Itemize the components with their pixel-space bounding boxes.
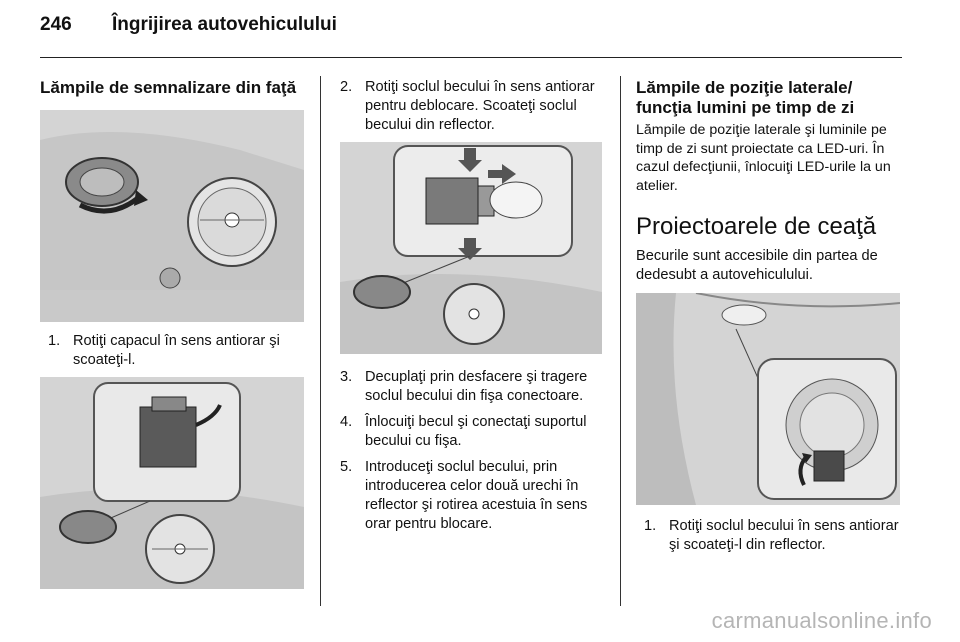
page-header — [40, 14, 337, 36]
illustration-fog-light — [636, 293, 900, 505]
step-text: Decuplaţi prin desfacere şi tragere soclul becului din fişa conectoare. — [365, 369, 588, 404]
section-heading-turn-signals: Lămpile de semnalizare din faţă — [40, 78, 297, 97]
paragraph-side-lights: Lămpile de poziţie laterale şi luminile pe timp de zi sunt proiectate ca LED-uri. În cazul defecţiunii, înlocuiţi LED-urile la un atelier. — [636, 122, 891, 194]
illustration-bulb-socket-access — [40, 377, 304, 589]
header-rule — [40, 57, 902, 58]
column-3 — [636, 66, 902, 562]
step-text: Rotiţi capacul în sens antiorar şi scoateţi-l. — [73, 332, 280, 368]
list-item — [340, 78, 602, 135]
list-item — [340, 458, 602, 534]
illustration-headlamp-cover — [40, 110, 304, 322]
illustration-bulb-holder — [340, 142, 602, 354]
list-item — [644, 517, 902, 555]
page-number: 246 — [40, 14, 72, 35]
list-item — [340, 368, 602, 406]
column-1 — [40, 66, 304, 589]
step-text: Înlocuiţi becul şi conectaţi suportul becului cu fişa. — [365, 414, 587, 449]
column-2 — [340, 78, 602, 541]
step-text: Rotiţi soclul becului în sens antiorar şi scoateţi-l din reflector. — [669, 517, 899, 553]
page-title: Îngrijirea autovehiculului — [112, 14, 337, 35]
step-text: Rotiţi soclul becului în sens antiorar pentru deblocare. Scoateţi soclul becului din reflector. — [365, 79, 595, 133]
column-divider-1 — [320, 76, 321, 606]
step-number: 4. — [340, 414, 353, 430]
step-number: 3. — [340, 369, 353, 385]
watermark: carmanualsonline.info — [711, 608, 932, 633]
paragraph-fog-lights: Becurile sunt accesibile din partea de dedesubt a autovehiculului. — [636, 247, 878, 283]
section-heading-side-lights: Lămpile de poziţie laterale/ funcţia lumini pe timp de zi — [636, 78, 855, 117]
step-number: 1. — [48, 332, 61, 349]
step-text: Introduceţi soclul becului, prin introducerea celor două urechi în reflector şi rotirea acestuia în sens orar pentru blocare. — [365, 459, 588, 532]
section-heading-fog-lights: Proiectoarele de ceaţă — [636, 213, 877, 241]
list-item — [340, 413, 602, 451]
list-item — [48, 332, 304, 370]
step-number: 5. — [340, 459, 353, 475]
column-divider-2 — [620, 76, 621, 606]
step-number: 2. — [340, 79, 353, 95]
step-number: 1. — [644, 517, 657, 534]
